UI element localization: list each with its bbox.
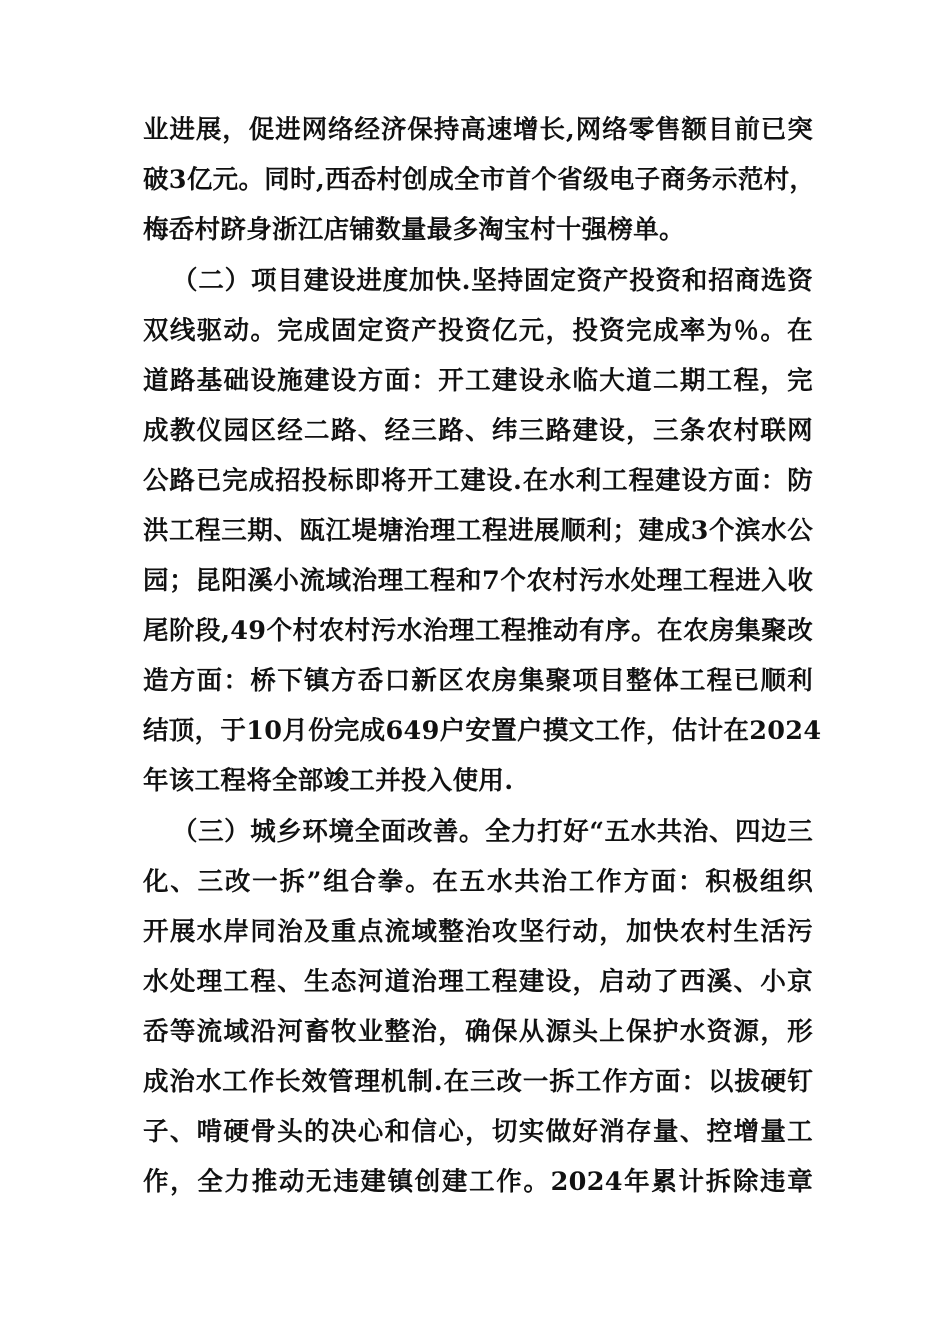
text-line: 结顶，于10月份完成649户安置户摸文工作，估计在2024 xyxy=(143,716,822,746)
text-line: 开展水岸同治及重点流域整治攻坚行动，加快农村生活污 xyxy=(143,917,813,947)
text-line: 园；昆阳溪小流域治理工程和7个农村污水处理工程进入收 xyxy=(143,566,813,596)
text-line: 化、三改一拆”组合拳。在五水共治工作方面：积极组织 xyxy=(143,867,813,897)
text-line: 破3亿元。同时,西岙村创成全市首个省级电子商务示范村， xyxy=(143,165,816,195)
text-line: 成教仪园区经二路、经三路、纬三路建设，三条农村联网 xyxy=(143,416,813,446)
text-line: 造方面：桥下镇方岙口新区农房集聚项目整体工程已顺利 xyxy=(143,666,813,696)
text-line: 业进展，促进网络经济保持高速增长,网络零售额目前已突 xyxy=(143,115,813,145)
text-line: 尾阶段,49个村农村污水治理工程推动有序。在农房集聚改 xyxy=(143,616,813,646)
text-line: 成治水工作长效管理机制.在三改一拆工作方面：以拔硬钉 xyxy=(143,1067,813,1097)
text-line: 公路已完成招投标即将开工建设.在水利工程建设方面：防 xyxy=(143,466,813,496)
text-line: 年该工程将全部竣工并投入使用. xyxy=(143,766,514,796)
text-line: 岙等流域沿河畜牧业整治，确保从源头上保护水资源，形 xyxy=(143,1017,813,1047)
text-line: 子、啃硬骨头的决心和信心，切实做好消存量、控增量工 xyxy=(143,1117,813,1147)
text-line: 双线驱动。完成固定资产投资亿元，投资完成率为％。在 xyxy=(143,316,813,346)
text-line: （三）城乡环境全面改善。全力打好“五水共治、四边三 xyxy=(172,817,813,847)
text-line: 道路基础设施建设方面：开工建设永临大道二期工程，完 xyxy=(143,366,813,396)
text-line: 水处理工程、生态河道治理工程建设，启动了西溪、小京 xyxy=(143,967,813,997)
text-line: 洪工程三期、瓯江堤塘治理工程进展顺利；建成3个滨水公 xyxy=(143,516,813,546)
text-line: （二）项目建设进度加快.坚持固定资产投资和招商选资 xyxy=(172,266,813,296)
text-line: 梅岙村跻身浙江店铺数量最多淘宝村十强榜单。 xyxy=(143,215,685,245)
text-line: 作，全力推动无违建镇创建工作。2024年累计拆除违章 xyxy=(143,1167,813,1197)
